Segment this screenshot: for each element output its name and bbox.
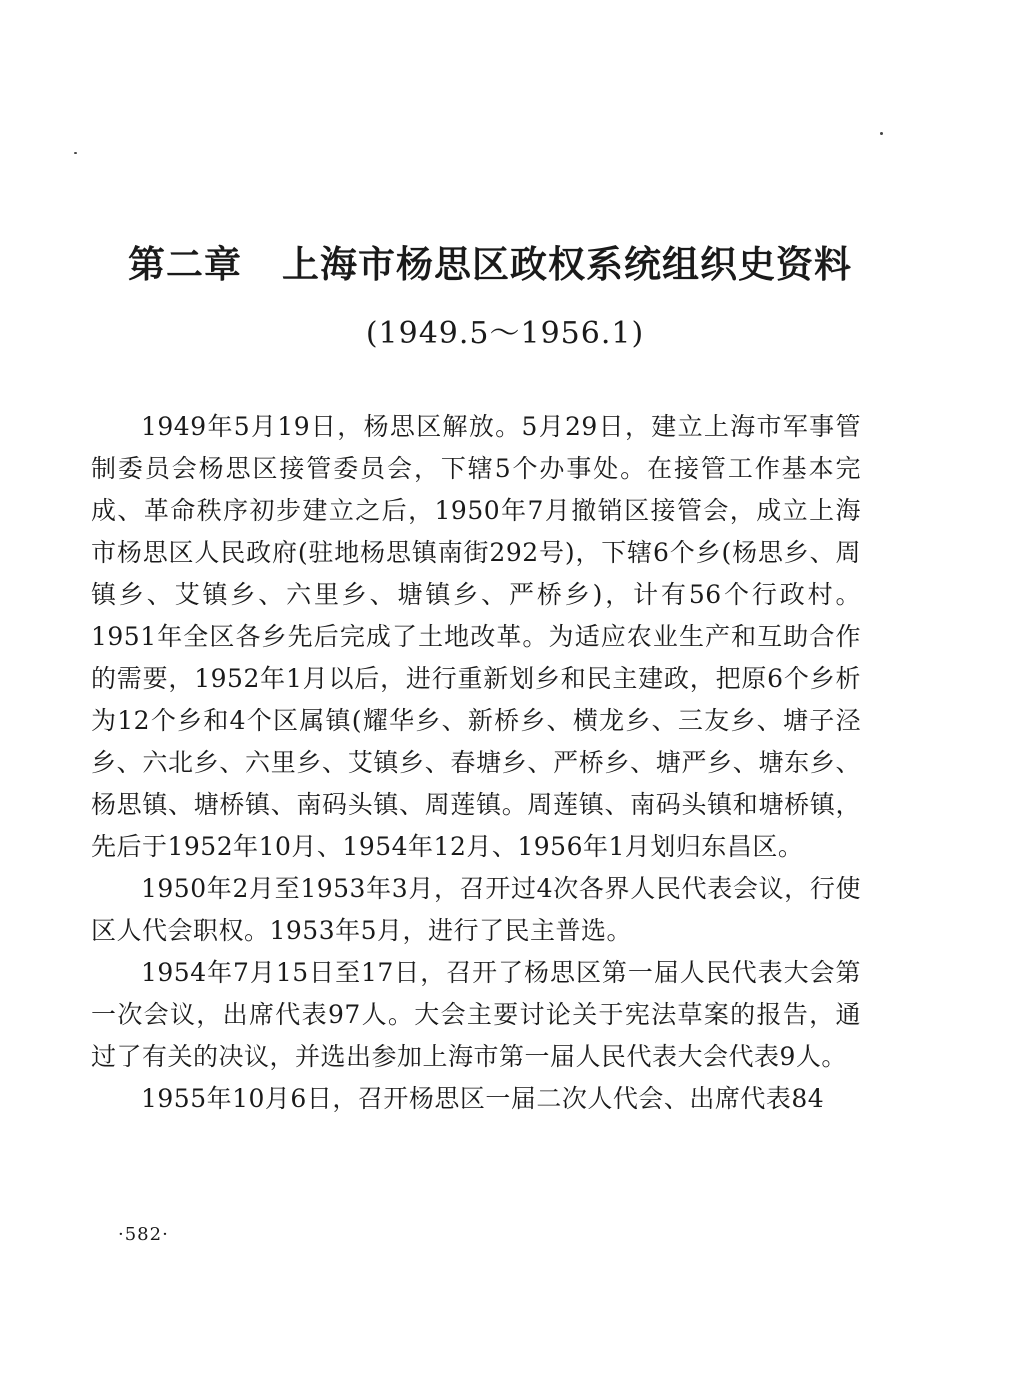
chapter-heading: 上海市杨思区政权系统组织史资料 xyxy=(282,243,852,286)
chapter-number: 第二章 xyxy=(128,243,242,286)
body-text xyxy=(91,406,861,1120)
chapter-title xyxy=(128,234,852,288)
paragraph: 1954年7月15日至17日，召开了杨思区第一届人民代表大会第一次会议，出席代表97人。大会主要讨论关于宪法草案的报告，通过了有关的决议，并选出参加上海市第一届人民代表大会代表9人。 xyxy=(91,958,861,1071)
scan-speck xyxy=(880,132,883,135)
paragraph: 1949年5月19日，杨思区解放。5月29日，建立上海市军事管制委员会杨思区接管委员会，下辖5个办事处。在接管工作基本完成、革命秩序初步建立之后，1950年7月撤销区接管会，成立上海市杨思区人民政府(驻地杨思镇南街292号)，下辖6个乡(杨思乡、周镇乡、艾镇乡、六里乡、塘镇乡、严桥乡)，计有56个行政村。1951年全区各乡先后完成了土地改革。为适应农业生产和互助合作的需要，1952年1月以后，进行重新划乡和民主建政，把原6个乡析为12个乡和4个区属镇(耀华乡、新桥乡、横龙乡、三友乡、塘子泾乡、六北乡、六里乡、艾镇乡、春塘乡、严桥乡、塘严乡、塘东乡、杨思镇、塘桥镇、南码头镇、周莲镇。周莲镇、南码头镇和塘桥镇，先后于1952年10月、1954年12月、1956年1月划归东昌区。 xyxy=(91,412,861,861)
page-number: ·582· xyxy=(118,1224,169,1245)
paragraph: 1955年10月6日，召开杨思区一届二次人代会、出席代表84 xyxy=(141,1084,825,1113)
scan-speck xyxy=(74,152,77,154)
paragraph: 1950年2月至1953年3月，召开过4次各界人民代表会议，行使区人代会职权。1953年5月，进行了民主普选。 xyxy=(91,874,861,945)
chapter-date-range: (1949.5～1956.1) xyxy=(365,316,645,351)
